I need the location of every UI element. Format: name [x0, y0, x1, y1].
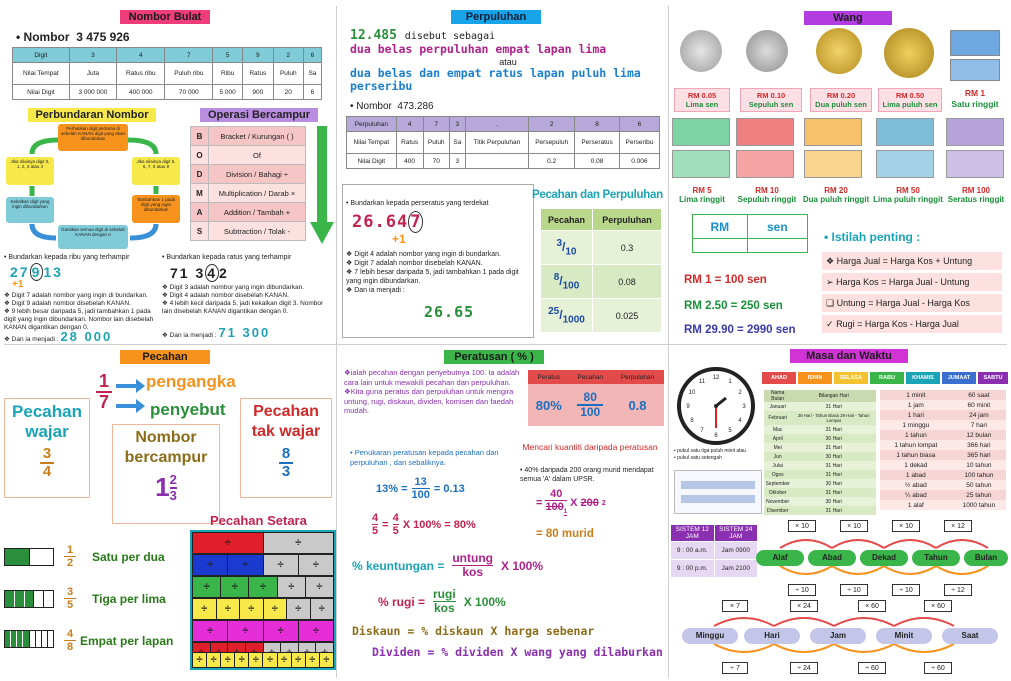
divide-chip: ÷ 12 [944, 584, 972, 596]
conv-line: RM 29.90 = 2990 sen [684, 324, 796, 336]
svg-text:1: 1 [728, 379, 732, 385]
bar-1-2 [4, 548, 54, 566]
note-rm20 [804, 150, 862, 178]
ribu-number: 27 9 13 [10, 264, 63, 280]
istilah-row: ✓ Rugi = Harga Kos - Harga Jual [822, 315, 1002, 333]
setara-label: Empat per lapan [80, 634, 174, 648]
coin-50sen [884, 28, 934, 78]
flow-box: Perhatikan digit pertama di sebelah KANAN digit yang akan dibundarkan [58, 124, 128, 151]
day-chevron: SELASA [834, 372, 868, 384]
section-title-pecahan-perpuluhan: Pecahan dan Perpuluhan [532, 189, 663, 201]
note-rm100 [946, 118, 1004, 146]
flow-box: Jika nilainya digit 5, 6, 7, 8 atau 9 [132, 157, 180, 185]
note-rm10 [736, 150, 794, 178]
svg-text:5: 5 [728, 428, 732, 434]
svg-text:7: 7 [700, 428, 704, 434]
note-rm50 [876, 118, 934, 146]
note-rm5 [672, 118, 730, 146]
note-rm50 [876, 150, 934, 178]
unit-oval: Saat [942, 628, 998, 644]
wall-row: ÷ ÷ ÷ ÷ ÷ ÷ [192, 598, 334, 620]
note-rm1-back [950, 59, 1000, 81]
day-chevron: SABTU [978, 372, 1008, 384]
clock-icon [676, 366, 756, 446]
coin-label: RM 0.05 Lima sen [674, 88, 730, 112]
svg-text:11: 11 [698, 379, 706, 385]
ribu-answer: ❖ Dan ia menjadi : 28 000 [4, 329, 113, 344]
coin-20sen [816, 28, 862, 74]
decimal-number: 12.485 disebut sebagai [350, 28, 496, 43]
section-title-nombor-bulat: Nombor Bulat [120, 10, 210, 24]
pengangka-label: pengangka [146, 372, 236, 391]
formula-untung: % keuntungan = untung kos X 100% [352, 551, 544, 579]
note-rm10 [736, 118, 794, 146]
ratus-number: 71 3 4 2 [170, 265, 229, 281]
day-chevron: RABU [870, 372, 904, 384]
penukaran-note: • Penukaran peratusan kepada pecahan dan perpuluhan , dan sebaliknya. [350, 448, 499, 467]
svg-text:2: 2 [738, 390, 742, 396]
section-title-wang: Wang [804, 11, 892, 25]
day-chevron: AHAD [762, 372, 796, 384]
section-title-masa: Masa dan Waktu [790, 349, 908, 363]
section-title-setara: Pecahan Setara [210, 513, 307, 528]
note-label: RM 100 Seratus ringgit [947, 186, 1005, 204]
wall-row: ÷ ÷ [192, 532, 334, 554]
note-rm20 [804, 118, 862, 146]
unit-oval: Alaf [756, 550, 804, 566]
coin-5sen [680, 30, 722, 72]
ratus-steps: ❖ Digit 3 adalah nombor yang ingin dibundarkan. ❖ Digit 4 adalah nombor disebelah KANAN. ❖ 4 lebih kecil daripada 5, jadi kekalkan digit 3. Nombor lain disebelah KANAN digantikan dengan 0. [162, 284, 324, 315]
section-title-perbundaran: Perbundaran Nombor [28, 108, 156, 122]
section-title-operasi: Operasi Bercampur [200, 108, 318, 122]
divider [336, 6, 337, 678]
multiply-chip: × 60 [858, 600, 886, 612]
fraction: 3 5 [64, 586, 76, 611]
bar-3-5 [4, 590, 54, 608]
unit-oval: Minit [876, 628, 932, 644]
down-arrow-icon [310, 126, 334, 246]
svg-text:12: 12 [712, 375, 720, 381]
multiply-chip: × 60 [924, 600, 952, 612]
perseratus-heading: • Bundarkan kepada perseratus yang terdekat [346, 200, 489, 207]
section-title-peratusan: Peratusan ( % ) [444, 350, 544, 364]
flow-arrows [4, 118, 186, 252]
setara-label: Tiga per lima [92, 592, 166, 606]
svg-text:9: 9 [686, 404, 690, 410]
svg-text:4: 4 [738, 418, 742, 424]
istilah-row: ❑ Untung = Harga Jual - Harga Kos [822, 294, 1002, 312]
day-chevron: KHAMIS [906, 372, 940, 384]
flow-box: Kekalkan digit yang ingin dibundarkan [6, 197, 54, 223]
pecahan-wajar-box: Pecahan wajar 3 4 [4, 398, 90, 498]
multiply-chip: × 7 [722, 600, 748, 612]
reading-1: dua belas perpuluhan empat lapan lima [350, 42, 607, 56]
multiply-chip: × 10 [788, 520, 816, 532]
note-label: RM 20 Dua puluh ringgit [802, 186, 870, 204]
perseratus-answer: 26.65 [424, 303, 475, 321]
divide-chip: ÷ 7 [722, 662, 748, 674]
flow-box: Jika nilainya digit 0, 1, 2, 3 atau 4 [6, 157, 54, 185]
unit-oval: Dekad [860, 550, 908, 566]
calc-line: = $\frac{40}{100_1}$ X 200 2 [536, 488, 606, 518]
peratus-definition: ❖ialah pecahan dengan penyebutnya 100. Ia adalah cara lain untuk mewakili pecahan dan perpuluhan. ❖Kita guna peratus dan perpuluhan untuk mengira untung, rugi, diskaun, dividen, komisen dan faedah mudah. [344, 368, 520, 415]
divider [4, 344, 1007, 345]
reading-2: dua belas dan empat ratus lapan puluh lima perseribu [350, 66, 641, 93]
nombor-bercampur-box: Nombor bercampur 1 2 3 [112, 424, 220, 524]
bulan-table: Nama Bulan Bilangan Hari Januari 31 Hari Februari 28 Hari - Tahun Biasa 29 Hari - Tahun Lompat Mac 31 Hari April 30 Hari Mei 31 Hari Jun 30 Hari Julai 31 Hari Ogos 31 Hari September 30 Hari Oktober 31 Hari November 30 Hari Disember 31 Hari [764, 390, 876, 515]
wall-row: ÷ ÷ ÷ ÷ ÷ [192, 576, 334, 598]
divide-chip: ÷ 10 [788, 584, 816, 596]
day-chevron: JUMAAT [942, 372, 976, 384]
note-rm1-front [950, 30, 1000, 56]
perseratus-plus: +1 [392, 232, 406, 246]
flow-box: Gantikan semua digit di sebelah KANAN dengan 0 [58, 225, 128, 249]
unit-oval: Minggu [682, 628, 738, 644]
svg-text:8: 8 [690, 418, 694, 424]
soalan: • 40% daripada 200 orang murid mendapat semua 'A' dalam UPSR. [520, 467, 654, 483]
istilah-row: ❖ Harga Jual = Harga Kos + Untung [822, 252, 1002, 270]
istilah-row: ➢ Harga Kos = Harga Jual - Untung [822, 273, 1002, 291]
formula-dividen: Dividen = % dividen X wang yang dilaburkan [372, 645, 663, 659]
divide-chip: ÷ 60 [924, 662, 952, 674]
pecahan-perpuluhan-table: Pecahan Perpuluhan $^3/_{10}$ 0.3 $^8/_{100}$ 0.08 $^{25}/_{1000}$ 0.025 [540, 208, 662, 333]
ribu-plus: +1 [12, 279, 24, 290]
unit-oval: Abad [808, 550, 856, 566]
note-label: RM 10 Sepuluh ringgit [737, 186, 797, 204]
peratus-table: Peratus Pecahan Perpuluhan 80% 80 100 0.8 [528, 370, 664, 426]
setara-label: Satu per dua [92, 550, 165, 564]
divide-chip: ÷ 60 [858, 662, 886, 674]
nilai-tempat-table: Digit 3 4 7 5 9 2 6 Nilai Tempat Juta Ratus ribu Puluh ribu Ribu Ratus Puluh Sa Nilai Digit 3 000 000 400 000 70 000 5 000 900 20 6 [12, 47, 322, 100]
svg-text:10: 10 [688, 390, 696, 396]
or-label: atau [499, 57, 517, 67]
ribu-heading: • Bundarkan kepada ribu yang terhampir [4, 254, 130, 261]
note-label: RM 5 Lima ringgit [679, 186, 725, 204]
rm-sen-table: RM sen [692, 214, 808, 253]
time-ruler [674, 470, 762, 514]
multiply-chip: × 12 [944, 520, 972, 532]
divider [668, 6, 669, 678]
coin-label: RM 0.10 Sepuluh sen [740, 88, 802, 112]
wall-row: ÷ ÷ ÷ ÷ [192, 554, 334, 576]
coin-10sen [746, 30, 788, 72]
penyebut-label: penyebut [150, 400, 226, 419]
ratus-answer: ❖ Dan ia menjadi : 71 300 [162, 325, 271, 340]
sistem-jam-table: SISTEM 12 JAM SISTEM 24 JAM 9 : 00 a.m. Jam 0900 9 : 00 p.m. Jam 2100 [670, 524, 758, 578]
note-rm5 [672, 150, 730, 178]
unit-oval: Tahun [912, 550, 960, 566]
formula-diskaun: Diskaun = % diskaun X harga sebenar [352, 624, 595, 638]
section-title-pecahan: Pecahan [120, 350, 210, 364]
wall-row: ÷ ÷ ÷ ÷ [192, 620, 334, 642]
eq-80-percent: $\frac{4}{5}$ = $\frac{4}{5}$ X 100% = 80% [372, 512, 476, 537]
coin-label: RM 0.20 Dua puluh sen [810, 88, 872, 112]
day-chevron: ISNIN [798, 372, 832, 384]
ratus-heading: • Bundarkan kepada ratus yang terhampir [162, 254, 292, 261]
divide-chip: ÷ 24 [790, 662, 818, 674]
bodmas-table: B Bracket / Kurungan ( ) O Of D Division / Bahagi ÷ M Multiplication / Darab × A Addition / Tambah + S Subtraction / Tolak - [190, 126, 306, 241]
note-rm100 [946, 150, 1004, 178]
perseratus-number: 26.64 7 [352, 212, 422, 232]
multiply-chip: × 10 [892, 520, 920, 532]
pecahan-tak-wajar-box: Pecahan tak wajar 8 3 [240, 398, 332, 498]
calc-answer: = 80 murid [536, 528, 594, 540]
decimal-nombor-line: • Nombor 473.286 [350, 101, 434, 112]
multiply-chip: × 10 [840, 520, 868, 532]
divide-chip: ÷ 10 [892, 584, 920, 596]
ribu-steps: ❖ Digit 7 adalah nombor yang ingin di bundarkan. ❖ Digit 9 adalah nombor disebelah KANAN. ❖ 9 lebih besar daripada 5, jadi tambahkan 1 pada digit yang ingin dibundarkan. Nombor lain disebelah KANAN digantikan dengan 0. [4, 292, 154, 331]
multiply-chip: × 24 [790, 600, 818, 612]
unit-oval: Jam [810, 628, 866, 644]
decimal-place-table: Perpuluhan 4 7 3 . 2 8 6 Nilai Tempat Ratus Puluh Sa Titik Perpuluhan Persepuluh Perseratus Perseribu Nilai Digit 400 70 3 0.2 0.08 0.006 [346, 116, 660, 169]
clock-notes: • pukul satu tiga puluh minit atau • pukul satu setengah [674, 448, 747, 461]
svg-text:6: 6 [714, 433, 718, 439]
wall-row: ÷ ÷ ÷ ÷ ÷ ÷ ÷ ÷ ÷ ÷ [192, 652, 334, 668]
fraction: 1 2 [64, 544, 76, 569]
unit-table: 1 minit 60 saat 1 jam 60 minit 1 hari 24 jam 1 minggu 7 hari 1 tahun 12 bulan 1 tahun lompat 366 hari 1 tahun biasa 365 hari 1 dekad 10 tahun 1 abad 100 tahun ½ abad 50 tahun ¼ abad 25 tahun 1 alaf 1000 tahun [880, 390, 1006, 510]
eq-13-percent: 13% = $\frac{13}{100}$ = 0.13 [376, 476, 465, 501]
conv-line: RM 2.50 = 250 sen [684, 300, 783, 312]
perseratus-steps: ❖ Digit 4 adalah nombor yang ingin di bundarkan. ❖ Digit 7 adalah nombor disebelah KANAN. ❖ 7 lebih besar daripada 5, jadi tambahkan 1 pada digit yang ingin dibundarkan. ❖ Dan ia menjadi : [346, 251, 519, 294]
divide-chip: ÷ 10 [840, 584, 868, 596]
unit-oval: Hari [744, 628, 800, 644]
coin-label: RM 0.50 Lima puluh sen [878, 88, 942, 112]
svg-text:3: 3 [742, 404, 746, 410]
istilah-title: • Istilah penting : [824, 230, 921, 244]
bar-4-8 [4, 630, 54, 648]
note-label: RM 50 Lima puluh ringgit [873, 186, 943, 204]
section-title-perpuluhan: Perpuluhan [451, 10, 541, 24]
arrow-icon [116, 376, 146, 416]
mencari-heading: Mencari kuantiti daripada peratusan [522, 442, 658, 452]
nombor-line: • Nombor 3 475 926 [16, 30, 130, 44]
unit-oval: Bulan [964, 550, 1008, 566]
conv-line: RM 1 = 100 sen [684, 274, 767, 286]
fraction: 4 8 [64, 628, 76, 653]
fraction-1-7: 1 7 [96, 372, 112, 412]
flow-box: Tambahkan 1 pada digit yang ingin dibundarkan [132, 195, 180, 223]
formula-rugi: % rugi = rugi kos X 100% [378, 587, 506, 615]
rm1-label: RM 1 Satu ringgit [951, 88, 999, 109]
